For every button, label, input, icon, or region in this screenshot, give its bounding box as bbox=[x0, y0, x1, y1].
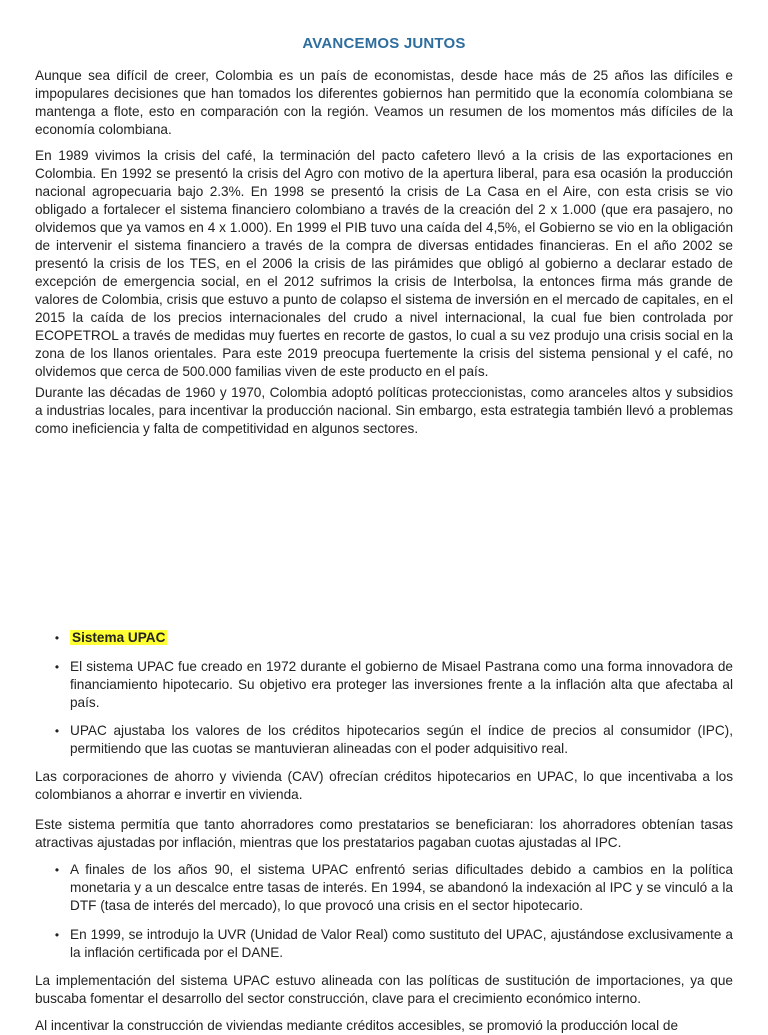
upac-heading: Sistema UPAC bbox=[72, 630, 166, 645]
list-item-text: En 1999, se introdujo la UVR (Unidad de Valor Real) como sustituto del UPAC, ajustándose exclusivamente a la inflación certificada por el DANE. bbox=[70, 927, 733, 960]
bullet-icon: • bbox=[54, 928, 60, 942]
benefits-paragraph: Este sistema permitía que tanto ahorradores como prestatarios se beneficiaran: los ahorradores obtenían tasas atractivas ajustadas por inflación, mientras que los prestatarios pagaban cuotas ajustadas al IPC. bbox=[35, 817, 733, 850]
construction-paragraph: Al incentivar la construcción de viviendas mediante créditos accesibles, se promovió la producción local de bbox=[35, 1018, 679, 1033]
bullet-icon: • bbox=[54, 631, 60, 645]
implementation-paragraph: La implementación del sistema UPAC estuvo alineada con las políticas de sustitución de importaciones, ya que buscaba fomentar el desarrollo del sector construcción, clave para el crecimiento económico interno. bbox=[35, 973, 733, 1006]
protectionism-paragraph: Durante las décadas de 1960 y 1970, Colombia adoptó políticas proteccionistas, como aranceles altos y subsidios a industrias locales, para incentivar la producción nacional. Sin embargo, esta estrategia también llevó a problemas como ineficiencia y falta de competitividad en algunos sectores. bbox=[35, 385, 733, 436]
cav-paragraph: Las corporaciones de ahorro y vivienda (CAV) ofrecían créditos hipotecarios en UPAC, lo que incentivaba a los colombianos a ahorrar e invertir en vivienda. bbox=[35, 769, 733, 802]
bullet-icon: • bbox=[54, 660, 60, 674]
list-item-text: A finales de los años 90, el sistema UPAC enfrentó serias dificultades debido a cambios en la política monetaria y a un descalce entre tasas de interés. En 1994, se abandonó la indexación al IPC y se vinculó a la DTF (tasa de interés del mercado), lo que provocó una crisis en el sector hipotecario. bbox=[70, 862, 733, 913]
bullet-icon: • bbox=[54, 724, 60, 738]
bullet-icon: • bbox=[54, 863, 60, 877]
crisis-history-paragraph: En 1989 vivimos la crisis del café, la terminación del pacto cafetero llevó a la crisis de las exportaciones en Colombia. En 1992 se presentó la crisis del Agro con motivo de la apertura liberal, para esa ocasión la producción nacional agropecuaria bajo 2.3%. En 1998 se presentó la crisis de La Casa en el Aire, con esta crisis se vio obligado a fortalecer el sistema financiero colombiano a través de la creación del 2 x 1.000 (que era pasajero, no olvidemos que ya vamos en 4 x 1.000). En 1999 el PIB tuvo una caída del 4,5%, el Gobierno se vio en la obligación de intervenir el sistema financiero a través de la compra de diversas entidades financieras. En el año 2002 se presentó la crisis de los TES, en el 2006 la crisis de las pirámides que obligó al gobierno a declarar estado de excepción de emergencia social, en el 2012 sufrimos la crisis de Interbolsa, la entonces firma más grande de valores de Colombia, crisis que estuvo a punto de colapso el sistema de inversión en el mercado de capitales, en el 2015 la caída de los precios internacionales del crudo a nivel internacional, la cual fue bien controlada por ECOPETROL a través de medidas muy fuertes en recorte de gastos, lo cual a su vez produjo una crisis social en la zona de los llanos orientales. Para este 2019 preocupa fuertemente la crisis del sistema pensional y el café, no olvidemos que cerca de 500.000 familias viven de este producto en el país. bbox=[35, 148, 733, 379]
document-title: AVANCEMOS JUNTOS bbox=[302, 35, 466, 52]
list-item-text: El sistema UPAC fue creado en 1972 durante el gobierno de Misael Pastrana como una forma innovadora de financiamiento hipotecario. Su objetivo era proteger las inversiones frente a la inflación alta que afectaba al país. bbox=[70, 659, 733, 710]
list-item-text: UPAC ajustaba los valores de los créditos hipotecarios según el índice de precios al consumidor (IPC), permitiendo que las cuotas se mantuvieran alineadas con el poder adquisitivo real. bbox=[70, 723, 733, 756]
intro-paragraph: Aunque sea difícil de creer, Colombia es un país de economistas, desde hace más de 25 años las difíciles e impopulares decisiones que han tomados los diferentes gobiernos han permitido que la economía colombiana se mantenga a flote, esto en comparación con la región. Veamos un resumen de los momentos más difíciles de la economía colombiana. bbox=[35, 68, 733, 137]
